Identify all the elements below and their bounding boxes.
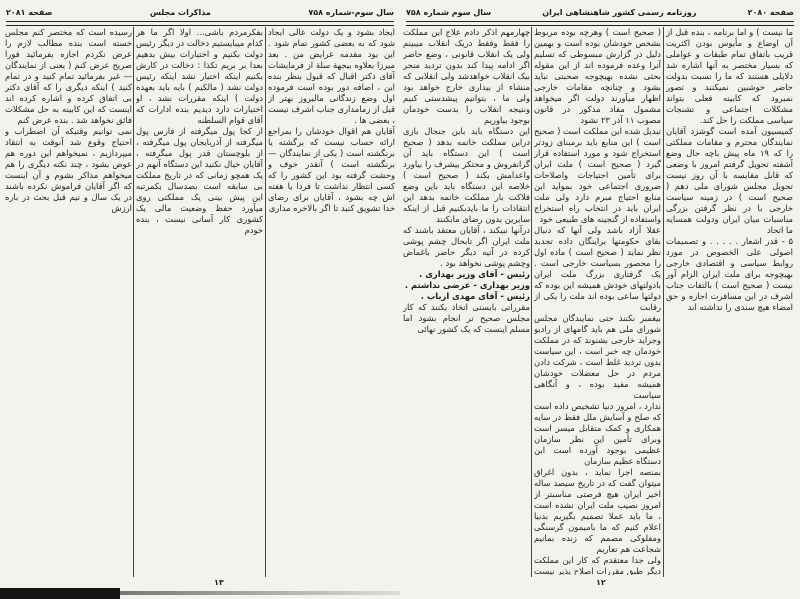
header-rule (406, 21, 794, 26)
column (534, 27, 661, 575)
issue-number: سال سوم-شماره ۷۵۸ (308, 7, 394, 17)
header-rule (6, 21, 394, 26)
paragraph: ایجاد بشود و یک دولت عالی ایجاد شود که به بعضی کشور تمام شود . این بود مقدمه عرایض من . بعد میرزا بعلاوه بیجهة سلة از فرمایشات آقای دکتر اقبال که قبول بنظر بنده این ، اضافه دور بوده است فرموده اول وضع زندگانی مالیروز بهتر از قبل از زمامداری جناب اشرف نیست ، بعضی ها . (268, 27, 395, 125)
column (666, 27, 793, 575)
speaker-line: رئیس - آقای وزیر بهداری . (419, 269, 530, 279)
column-divider (531, 27, 532, 577)
paragraph: بیغمبر نکنند حتی نمایندگان مجلس شورای ملی هم باید گامهای از رادیو وجراید خارجی بشنوند که در مملکت خودمان چه خبر است ، این سیاست بدون تردید غلط است ، شرکت دادن مردم در حل معضلات خودشان همیشه مفید بوده ، و آنگاهی سیاست (534, 313, 661, 400)
folio: ۱۳ (214, 578, 224, 587)
paragraph: چهارمهم اذکر دادم علاج این مملکت را فقط وفقط دریک انقلاب میبینم ولی یک انقلاب قانونی ، وضع حاضر اگر ادامه پیدا کند بدون تردید منجر بیک انقلاب خواهدشد ولی انقلابی که منشاء از بیداری خارج خواهد بود ولی ما ، بتوانیم پیشدستی کنیم ونتیجه انقلاب را بدست خودمان بوجود بیاوریم (403, 27, 530, 125)
column (268, 27, 395, 575)
paragraph: مقرراتی بایستی اتخاذ بکنند که کار مجلس صحیح تر انجام بشود اما مسلم اینست که یک کشور نهائی (403, 302, 530, 334)
paragraph: ولی جدا معتقدم که کار این مملکت دیگر طبق مقررات اصلاح پذیر نیست (534, 555, 661, 575)
paragraph: ( صحیح است ) وهرچه بوده مربوط بشخص خودشان بوده است و بهمین دلیل در گزارش مبسوطی که تسلیم آنرا وعده فرموده اند از این مقوله بحثی نشده بهیچوجه صحبتی نباید بشود و چنانچه مقامات خارجی اظهار میآورند دولت اگر میخواهد مشمول مفاد مذکور در قانون مصوب ۱۱ آذر ۲۳ نشود (534, 27, 661, 125)
section-title: مذاکرات مجلس (149, 7, 211, 17)
folio: ۱۲ (596, 578, 606, 587)
page-header (406, 4, 794, 20)
column-divider (265, 27, 266, 577)
paragraph: ۵ - قدر اشعار . . . . . و تصمیمات اصولی علی الخصوص در مورد روابط سیاسی و اقتصادی خارجی بهیچوجه برای ملت ایران الزام آور نیست ( صحیح است ) بالتفات جناب اشرف در این مسافرت اجازه و حق امضاء هیچ سندی را نداشته اند (666, 236, 793, 312)
column (403, 27, 530, 575)
column (5, 27, 132, 575)
paragraph: ما نیست ) و اما برنامه ، بنده قبل از آن اوضاع و مأیوس بودن اکثریت قریب باتفاق تمام طبقات و عواملی که بسیار مختصر به آنها اشاره شد دلایلی هستند که ما را نسبت بدولت حاضر خوشبین نمیکنند و تصور نمیرود که کابینه فعلی بتواند مشکلات اجتماعی و تشنجات سیاسی مملکت را حل کند. (666, 27, 793, 125)
column-divider (663, 27, 664, 577)
speaker-line: وزیر بهداری - عرضی نداشتم . (404, 280, 530, 290)
paragraph: تبدیل شده این مملکت است ( صحیح است ) این منابع باید برمبنای زودتر استخراج شود و مورد استفاده قرار گیرد ( صحیح است ) ملت ایران برای تأمین احتیاجات واصلاحات ضروری اجتماعی خود بمواید این منابع احتیاج مبرم دارد ولی ملت ایران باید در انتخاب راه استخراج واستفاده از گنجینه های طبیعی خود (534, 126, 661, 224)
paragraph: کمیسیون آمده است گوشزد آقایان نمایندگان محترم و مقامات مملکتی را که ۱۹ ماه پیش باچه حال وضع آشفته تحویل گرفتم امروز با وضعی که قابل مقایسه با آن روز نیست تحویل مجلس شورای ملی دهم ( صحیح است ) در زمینه سیاست خارجی با در نظر گرفتن بزرگی مناسبات میان ایران ودولت همسایه ما اتحاد (666, 126, 793, 235)
paragraph: درآنها نبیکند ، آقایان معتقد باشند که ملت ایران اگر تابحال چشم پوشی کرده در آتیه دیگر حاضر باغماض وچشم پوشی نخواهد بود . (403, 225, 530, 268)
paragraph: عقلا آزاد باشد ولی آنها که دنبال بقای حکومتها براینگان داده تجدید نظر نماید ( صحیح است ) ماده اول را محصور بسیاست خارجی است . یک گرفتاری بزرگ ملت ایران بادولتهای خودش همیشه این بوده که دولتها ساعی بوده اند ملت را یکی از رقابت (534, 225, 661, 312)
paragraph: نمی توانیم وقتیکه آن اضطراب و احتیاج وقوع شد آنوقت به انتقاد میپردازیم ، نمیخواهم این دوره هم عوض بشود ، چند نکته دیگری را هم میخواهم مذاکر بشوم و آن اینست که اگر آقایان فراموش نکرده باشند در یک سال و نیم قبل بحث در باره ارزش (5, 126, 132, 213)
paragraph: بمنصه اجرا نماید ، بدون اغراق میتوان گفت که در تاریخ سیصد ساله اخیر ایران هیچ فرصتی مناسبتر از امروز نصیب ملت ایران نشده است ، ما باید عملا تصمیم بگیریم بدنیا اعلام کنیم که ما بامیمون گرسنگی ومفلوکی مصمم که زنده بمانیم شجاعت هم تعاریم (534, 467, 661, 554)
page-number: صفحه ۲۰۸۰ (747, 7, 794, 17)
paragraph: بفکرمردم باشی... اولا اگر ما هر کدام میبایستیم دخالت در دیگر رئیس دولت بکنیم و اختیارات بیش بدهیم بعدا بر بریم تکذا : دخالت در کارش بکنیم اینکه اختیار نشد اینکه رئیس دولت نشد ( مالکیم ) بایه باید بعهده دولت ) اینکه مقررات نشد ، او اختیارات دارد دیدیم بنده ادارات که آقای قوام السلطنه (136, 27, 263, 125)
column (136, 27, 263, 575)
scan-edge (120, 591, 400, 595)
section-title: روزنامه رسمی کشور شاهنشاهی ایران (542, 7, 697, 17)
paragraph: این دستگاه باید باین جنجال بازی دراین مملکت خاتمه بدهد ( صحیح است ) این دستگاه باید آن گرانفروش و محتکر بیشرف را بیاورد واعدامش بکند ( صحیح است ) خلاصه این دستگاه باید باین وضع فلاکت بار مملکت خاتمه بدهد این انتقادات را ما بایدبکنیم قبل از اینکه سایرین بدون رضای مابکنند (403, 126, 530, 224)
paragraph: رسیده است که مختصر کنم مجلس خسته است بنده مطالب لازم را عرض نکردم اجازه بفرمائید فورا صریح عرض کنم ( یعنی از نمایندگان — غیر بفرمائید تمام کنید و در تمام کنید ) اینکه دیگری را که آقای دکتر بی اتفاق کرده و اشاره کرده اند اینست که این کابینه به حل مشکلات فائق نخواهد شد . بنده عرض کنم (5, 27, 132, 125)
page-number: صفحه ۲۰۸۱ (6, 7, 53, 17)
page-header (6, 4, 394, 20)
issue-number: سال سوم شماره ۷۵۸ (406, 7, 492, 17)
scan-shadow (0, 588, 120, 599)
paragraph: از کجا پول میگرفته از فارس پول میگرفته از آذربایجان پول میگرفته ، از بلوچستان قدر پول میگرفته ، آقایان خیال نکنید این دستگاه آنهم در یک همچو زمانی که در تاریخ مملکت بی سابقه است بصدسال یکمرتبه این پیش بینی یک مملکتی روی میآورد حفظ وضعیت مالی یک کشوری کار آسانی نیست ، بنده خودم (136, 126, 263, 235)
paragraph: ندارد ، امروز دنیا تشخیص داده است که صلح و آسایش ملل فقط در سایه همکاری و کمک متقابل میسر است وبرای تأمین این نظر سازمان عظیمی بوجود آورده است این دستگاه عظیم سازمان (534, 401, 661, 466)
right-page (400, 0, 800, 599)
column-divider (133, 27, 134, 577)
speaker-line: رئیس - آقای مهدی ارباب . (420, 291, 530, 301)
paragraph: آقایان هم اقوال خودشان را بمراجع ارائه حساب نیست که برگشته یا برنگشته است ( یکی از نمایندگان — برنگشته است ) آنقدر خوف و وحشت گرفته بود این کشور را که کسی انتظار نداشت تا فردا یا هفته اش چه بشود ، آقایان برای رضای خدا تشویق کنید تا اگر بالاخره مداری (268, 126, 395, 213)
